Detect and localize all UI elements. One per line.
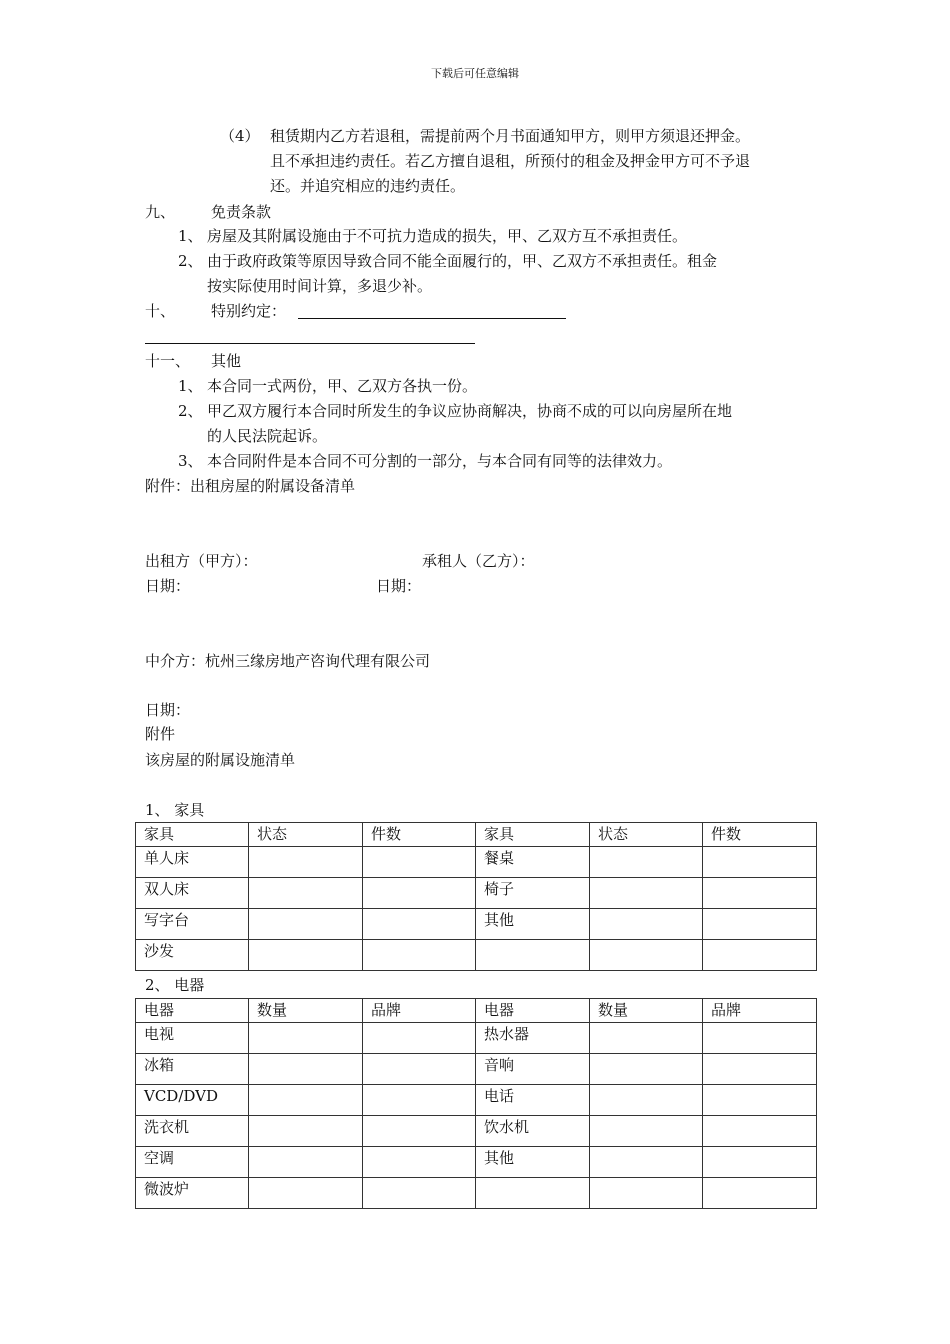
table-cell: 冰箱 (136, 1054, 249, 1085)
table-cell: 空调 (136, 1147, 249, 1178)
table-cell[interactable] (363, 1116, 476, 1147)
table-cell[interactable] (703, 1178, 817, 1209)
table-cell[interactable] (590, 1085, 703, 1116)
table-cell[interactable] (363, 878, 476, 909)
section-9-item-1-text: 房屋及其附属设施由于不可抗力造成的损失，甲、乙双方互不承担责任。 (207, 227, 688, 245)
table-row (136, 1147, 817, 1178)
section-11-item-2-number: 2、 (178, 402, 203, 420)
table-cell[interactable] (363, 909, 476, 940)
table-cell[interactable] (703, 1116, 817, 1147)
table-cell[interactable] (249, 1023, 363, 1054)
table-cell[interactable] (590, 847, 703, 878)
table-header-cell: 件数 (703, 823, 817, 847)
table-cell[interactable] (249, 1147, 363, 1178)
table-cell[interactable] (363, 1147, 476, 1178)
agent-label: 中介方：杭州三缘房地产咨询代理有限公司 (145, 652, 431, 670)
section-9-title: 免责条款 (211, 203, 272, 221)
table-header-cell: 品牌 (363, 999, 476, 1023)
table-cell[interactable] (703, 878, 817, 909)
table-header-row (136, 999, 817, 1023)
table-header-cell: 品牌 (703, 999, 817, 1023)
table-cell: 饮水机 (476, 1116, 590, 1147)
table-cell: 其他 (476, 1147, 590, 1178)
lessee-date-label: 日期： (376, 577, 422, 595)
table-cell[interactable] (703, 847, 817, 878)
table-cell[interactable] (249, 878, 363, 909)
table-cell: VCD/DVD (136, 1085, 249, 1116)
table-cell: 写字台 (136, 909, 249, 940)
table-cell[interactable] (249, 909, 363, 940)
table-row (136, 1023, 817, 1054)
section-11-number: 十一、 (145, 352, 191, 370)
table-row (136, 940, 817, 971)
special-terms-blank-line (298, 318, 566, 319)
section-11-item-2-text: 甲乙双方履行本合同时所发生的争议应协商解决，协商不成的可以向房屋所在地 (207, 402, 733, 420)
table-cell[interactable] (249, 847, 363, 878)
table-cell[interactable] (363, 940, 476, 971)
table-cell: 电视 (136, 1023, 249, 1054)
annex-title: 附件 (145, 725, 176, 743)
annex-subtitle: 该房屋的附属设施清单 (145, 751, 296, 769)
section-9-item-1-number: 1、 (178, 227, 203, 245)
table-cell: 音响 (476, 1054, 590, 1085)
table-cell: 餐桌 (476, 847, 590, 878)
section-10-title: 特别约定： (211, 302, 287, 320)
table-header-cell: 家具 (476, 823, 590, 847)
table-cell: 热水器 (476, 1023, 590, 1054)
table-cell[interactable] (703, 940, 817, 971)
clause-4-number: （4） (220, 127, 260, 145)
table-header-cell: 件数 (363, 823, 476, 847)
page-header: 下载后可任意编辑 (431, 67, 519, 80)
table-cell (476, 940, 590, 971)
appliances-heading: 2、 电器 (145, 976, 205, 994)
table-header-cell: 电器 (136, 999, 249, 1023)
section-11-item-1-number: 1、 (178, 377, 203, 395)
table-cell[interactable] (703, 1023, 817, 1054)
table-cell[interactable] (363, 1054, 476, 1085)
table-header-cell: 状态 (590, 823, 703, 847)
attachment-note: 附件：出租房屋的附属设备清单 (145, 477, 356, 495)
appliances-table (135, 998, 817, 1209)
table-cell: 单人床 (136, 847, 249, 878)
table-cell[interactable] (703, 1054, 817, 1085)
table-cell[interactable] (590, 878, 703, 909)
table-row (136, 878, 817, 909)
table-cell[interactable] (590, 1116, 703, 1147)
table-cell: 双人床 (136, 878, 249, 909)
table-cell[interactable] (590, 1023, 703, 1054)
section-9-item-2-number: 2、 (178, 252, 203, 270)
table-header-cell: 数量 (590, 999, 703, 1023)
table-cell: 沙发 (136, 940, 249, 971)
table-cell[interactable] (249, 940, 363, 971)
table-header-row (136, 823, 817, 847)
table-cell[interactable] (590, 1178, 703, 1209)
section-11-item-2-text-cont: 的人民法院起诉。 (207, 427, 328, 445)
clause-4-line-1: 租赁期内乙方若退租，需提前两个月书面通知甲方，则甲方须退还押金。 (270, 127, 751, 145)
table-cell: 洗衣机 (136, 1116, 249, 1147)
table-header-cell: 状态 (249, 823, 363, 847)
table-cell[interactable] (249, 1178, 363, 1209)
section-11-item-1-text: 本合同一式两份，甲、乙双方各执一份。 (207, 377, 478, 395)
clause-4-line-3: 还。并追究相应的违约责任。 (270, 177, 466, 195)
table-row (136, 1085, 817, 1116)
section-11-item-3-number: 3、 (178, 452, 203, 470)
table-cell[interactable] (590, 1054, 703, 1085)
section-9-item-2-text: 由于政府政策等原因导致合同不能全面履行的，甲、乙双方不承担责任。租金 (207, 252, 718, 270)
table-cell[interactable] (703, 909, 817, 940)
table-cell[interactable] (590, 940, 703, 971)
table-header-cell: 电器 (476, 999, 590, 1023)
table-cell[interactable] (249, 1054, 363, 1085)
lessor-label: 出租方（甲方）： (145, 552, 258, 570)
table-cell[interactable] (703, 1147, 817, 1178)
table-cell (476, 1178, 590, 1209)
table-cell[interactable] (363, 1178, 476, 1209)
table-cell: 椅子 (476, 878, 590, 909)
section-11-title: 其他 (211, 352, 242, 370)
agent-date-label: 日期： (145, 701, 191, 719)
special-terms-blank-line-2 (145, 343, 475, 344)
table-cell[interactable] (590, 909, 703, 940)
table-cell[interactable] (249, 1085, 363, 1116)
section-10-number: 十、 (145, 302, 176, 320)
table-row (136, 909, 817, 940)
table-row (136, 1178, 817, 1209)
furniture-table (135, 822, 817, 971)
table-row (136, 1054, 817, 1085)
table-row (136, 1116, 817, 1147)
furniture-heading: 1、 家具 (145, 801, 205, 819)
lessee-label: 承租人（乙方）： (422, 552, 535, 570)
section-9-item-2-text-cont: 按实际使用时间计算，多退少补。 (207, 277, 433, 295)
section-9-number: 九、 (145, 203, 176, 221)
table-cell: 微波炉 (136, 1178, 249, 1209)
section-11-item-3-text: 本合同附件是本合同不可分割的一部分，与本合同有同等的法律效力。 (207, 452, 673, 470)
clause-4-line-2: 且不承担违约责任。若乙方擅自退租，所预付的租金及押金甲方可不予退 (270, 152, 751, 170)
table-cell[interactable] (363, 1085, 476, 1116)
lessor-date-label: 日期： (145, 577, 191, 595)
table-header-cell: 家具 (136, 823, 249, 847)
table-row (136, 847, 817, 878)
table-cell[interactable] (703, 1085, 817, 1116)
table-cell[interactable] (363, 1023, 476, 1054)
table-cell[interactable] (590, 1147, 703, 1178)
table-cell[interactable] (249, 1116, 363, 1147)
table-header-cell: 数量 (249, 999, 363, 1023)
table-cell[interactable] (363, 847, 476, 878)
table-cell: 其他 (476, 909, 590, 940)
table-cell: 电话 (476, 1085, 590, 1116)
